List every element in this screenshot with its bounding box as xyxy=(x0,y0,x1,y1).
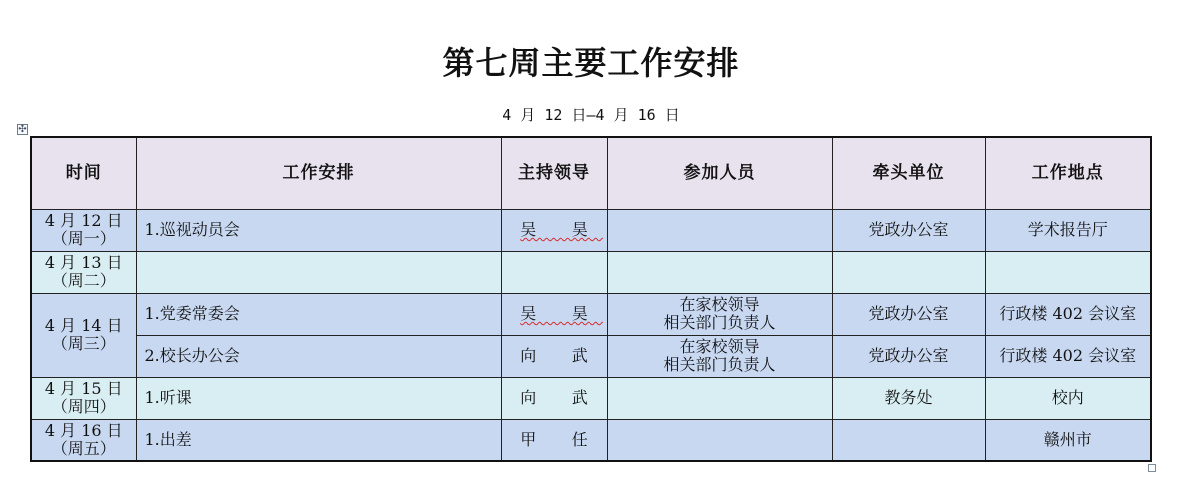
participants-cell xyxy=(607,419,832,461)
location-cell xyxy=(985,251,1151,293)
header-location: 工作地点 xyxy=(985,137,1151,209)
leader-name: 向 武 xyxy=(520,388,603,407)
table-row xyxy=(31,335,1151,377)
date-line-2: （周三） xyxy=(51,334,116,353)
leader-name: 向 武 xyxy=(520,346,603,365)
location-cell: 赣州市 xyxy=(985,419,1151,461)
location-cell: 行政楼 402 会议室 xyxy=(985,293,1151,335)
header-work-arrangement: 工作安排 xyxy=(136,137,501,209)
participants-line-1: 在家校领导 xyxy=(679,295,760,314)
date-cell xyxy=(31,377,136,419)
date-line-2: （周一） xyxy=(51,229,116,248)
participants-cell xyxy=(607,335,832,377)
date-line-1: 4 月 13 日 xyxy=(44,253,123,272)
participants-cell xyxy=(607,209,832,251)
location-cell: 校内 xyxy=(985,377,1151,419)
task-cell: 1.出差 xyxy=(136,419,501,461)
task-cell: 2.校长办公会 xyxy=(136,335,501,377)
participants-line-2: 相关部门负责人 xyxy=(663,313,776,332)
table-row xyxy=(31,419,1151,461)
table-row xyxy=(31,377,1151,419)
task-cell xyxy=(136,251,501,293)
date-line-2: （周五） xyxy=(51,438,116,458)
date-cell xyxy=(31,293,136,377)
unit-cell: 党政办公室 xyxy=(832,293,985,335)
unit-cell: 党政办公室 xyxy=(832,335,985,377)
participants-cell xyxy=(607,293,832,335)
unit-cell: 教务处 xyxy=(832,377,985,419)
date-cell xyxy=(31,251,136,293)
leader-cell xyxy=(501,209,607,251)
date-line-1: 4 月 15 日 xyxy=(44,379,123,398)
leader-cell xyxy=(501,251,607,293)
leader-cell xyxy=(501,293,607,335)
participants-cell xyxy=(607,377,832,419)
date-line-2: （周二） xyxy=(51,271,116,290)
participants-line-1: 在家校领导 xyxy=(679,337,760,356)
date-line-1: 4 月 12 日 xyxy=(44,211,123,230)
task-cell: 1.巡视动员会 xyxy=(136,209,501,251)
date-line-1: 4 月 14 日 xyxy=(44,316,123,335)
participants-cell xyxy=(607,251,832,293)
leader-cell xyxy=(501,419,607,461)
table-row xyxy=(31,209,1151,251)
header-lead-unit: 牵头单位 xyxy=(832,137,985,209)
date-line-1: 4 月 16 日 xyxy=(44,420,123,440)
participants-line-2: 相关部门负责人 xyxy=(663,355,776,374)
date-cell xyxy=(31,419,136,461)
leader-name: 甲 任 xyxy=(520,429,603,449)
leader-cell xyxy=(501,335,607,377)
table-move-icon[interactable]: ✣ xyxy=(18,123,27,135)
table-header-row xyxy=(31,137,1151,209)
location-cell: 行政楼 402 会议室 xyxy=(985,335,1151,377)
header-host-leader: 主持领导 xyxy=(501,137,607,209)
date-range-subtitle: 4 月 12 日—4 月 16 日 xyxy=(502,106,680,124)
leader-cell xyxy=(501,377,607,419)
date-cell xyxy=(31,209,136,251)
unit-cell xyxy=(832,251,985,293)
task-cell: 1.党委常委会 xyxy=(136,293,501,335)
header-participants: 参加人员 xyxy=(607,137,832,209)
unit-cell: 党政办公室 xyxy=(832,209,985,251)
location-cell: 学术报告厅 xyxy=(985,209,1151,251)
table-resize-icon[interactable] xyxy=(1148,464,1156,472)
page-title: 第七周主要工作安排 xyxy=(442,44,740,82)
task-cell: 1.听课 xyxy=(136,377,501,419)
date-line-2: （周四） xyxy=(51,397,116,416)
table-row xyxy=(31,293,1151,335)
unit-cell xyxy=(832,419,985,461)
table-row xyxy=(31,251,1151,293)
header-time: 时间 xyxy=(31,137,136,209)
weekly-schedule-table xyxy=(30,136,1152,462)
leader-name: 吴 昊 xyxy=(520,220,603,239)
leader-name: 吴 昊 xyxy=(520,304,603,323)
